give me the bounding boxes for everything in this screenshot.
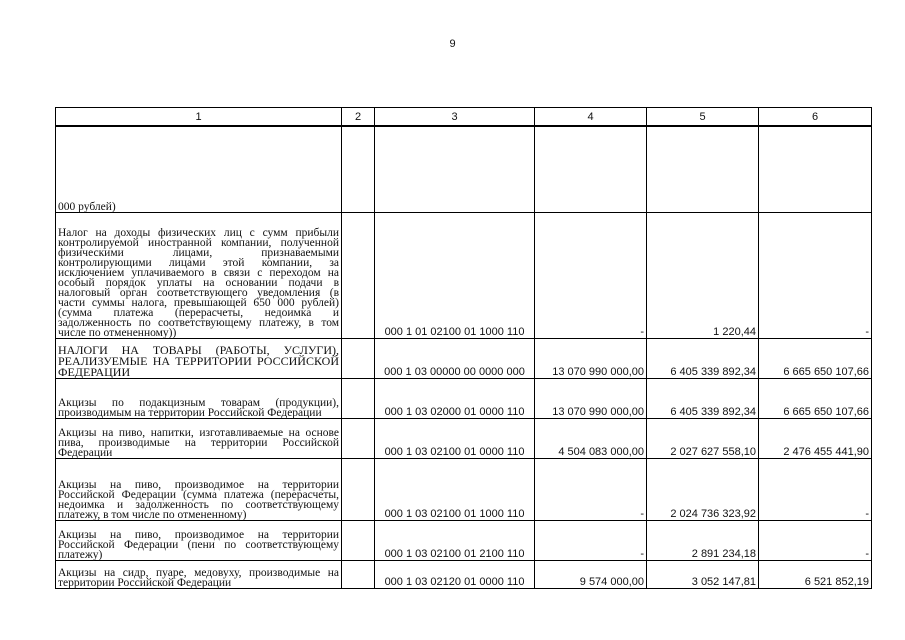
row-description: Акцизы на пиво, напитки, изготавливаемые на основе пива, производимые на территории Российской Федерации xyxy=(56,418,342,458)
row-actual: 1 220,44 xyxy=(647,212,759,338)
row-actual: 3 052 147,81 xyxy=(647,560,759,588)
row-remaining xyxy=(759,126,872,212)
row-col2 xyxy=(342,418,375,458)
row-code: 000 1 01 02100 01 1000 110 xyxy=(375,212,535,338)
row-description: НАЛОГИ НА ТОВАРЫ (РАБОТЫ, УСЛУГИ), РЕАЛИЗУЕМЫЕ НА ТЕРРИТОРИИ РОССИЙСКОЙ ФЕДЕРАЦИИ xyxy=(56,338,342,378)
row-plan: 13 070 990 000,00 xyxy=(535,378,647,418)
row-plan: 13 070 990 000,00 xyxy=(535,338,647,378)
row-description: Акцизы на пиво, производимое на территории Российской Федерации (сумма платежа (перерасчеты, недоимка и задолженность по соответствующему платежу, в том числе по отмененному) xyxy=(56,458,342,520)
row-remaining: - xyxy=(759,520,872,560)
row-actual: 6 405 339 892,34 xyxy=(647,378,759,418)
table-row xyxy=(56,418,872,458)
row-col2 xyxy=(342,458,375,520)
column-header: 1 xyxy=(56,108,342,127)
column-header: 5 xyxy=(647,108,759,127)
table-header-row xyxy=(56,108,872,127)
row-actual: 6 405 339 892,34 xyxy=(647,338,759,378)
row-code: 000 1 03 02000 01 0000 110 xyxy=(375,378,535,418)
table-row xyxy=(56,126,872,212)
row-col2 xyxy=(342,560,375,588)
row-code: 000 1 03 02120 01 0000 110 xyxy=(375,560,535,588)
row-col2 xyxy=(342,212,375,338)
page-number: 9 xyxy=(449,38,456,50)
column-header: 6 xyxy=(759,108,872,127)
row-col2 xyxy=(342,378,375,418)
row-description: 000 рублей) xyxy=(56,126,342,212)
row-plan: 9 574 000,00 xyxy=(535,560,647,588)
table-row xyxy=(56,378,872,418)
column-header: 4 xyxy=(535,108,647,127)
row-code xyxy=(375,126,535,212)
row-remaining: 6 665 650 107,66 xyxy=(759,338,872,378)
budget-revenue-table xyxy=(55,107,872,589)
row-code: 000 1 03 02100 01 2100 110 xyxy=(375,520,535,560)
row-remaining: - xyxy=(759,458,872,520)
column-header: 3 xyxy=(375,108,535,127)
row-remaining: 6 521 852,19 xyxy=(759,560,872,588)
row-code: 000 1 03 00000 00 0000 000 xyxy=(375,338,535,378)
row-plan: - xyxy=(535,520,647,560)
row-col2 xyxy=(342,520,375,560)
row-description: Акцизы по подакцизным товарам (продукции), производимым на территории Российской Федерации xyxy=(56,378,342,418)
table-row xyxy=(56,560,872,588)
table-row xyxy=(56,520,872,560)
table-row xyxy=(56,338,872,378)
row-plan: - xyxy=(535,458,647,520)
column-header: 2 xyxy=(342,108,375,127)
row-code: 000 1 03 02100 01 0000 110 xyxy=(375,418,535,458)
row-col2 xyxy=(342,126,375,212)
row-description: Акцизы на сидр, пуаре, медовуху, производимые на территории Российской Федерации xyxy=(56,560,342,588)
row-remaining: - xyxy=(759,212,872,338)
row-plan: 4 504 083 000,00 xyxy=(535,418,647,458)
row-col2 xyxy=(342,338,375,378)
row-remaining: 2 476 455 441,90 xyxy=(759,418,872,458)
row-actual: 2 027 627 558,10 xyxy=(647,418,759,458)
row-plan xyxy=(535,126,647,212)
row-actual xyxy=(647,126,759,212)
row-plan: - xyxy=(535,212,647,338)
row-remaining: 6 665 650 107,66 xyxy=(759,378,872,418)
table-row xyxy=(56,212,872,338)
table-row xyxy=(56,458,872,520)
row-description: Налог на доходы физических лиц с сумм прибыли контролируемой иностранной компании, полученной физическими лицами, признаваемыми контролирующими лицами этой компании, за исключением уплачиваемого в связи с переходом на особый порядок уплаты на основании подачи в налоговый орган соответствующего уведомления (в части суммы налога, превышающей 650 000 рублей) (сумма платежа (перерасчеты, недоимка и задолженность по соответствующему платежу, в том числе по отмененному)) xyxy=(56,212,342,338)
row-actual: 2 024 736 323,92 xyxy=(647,458,759,520)
row-actual: 2 891 234,18 xyxy=(647,520,759,560)
row-description: Акцизы на пиво, производимое на территории Российской Федерации (пени по соответствующему платежу) xyxy=(56,520,342,560)
row-code: 000 1 03 02100 01 1000 110 xyxy=(375,458,535,520)
